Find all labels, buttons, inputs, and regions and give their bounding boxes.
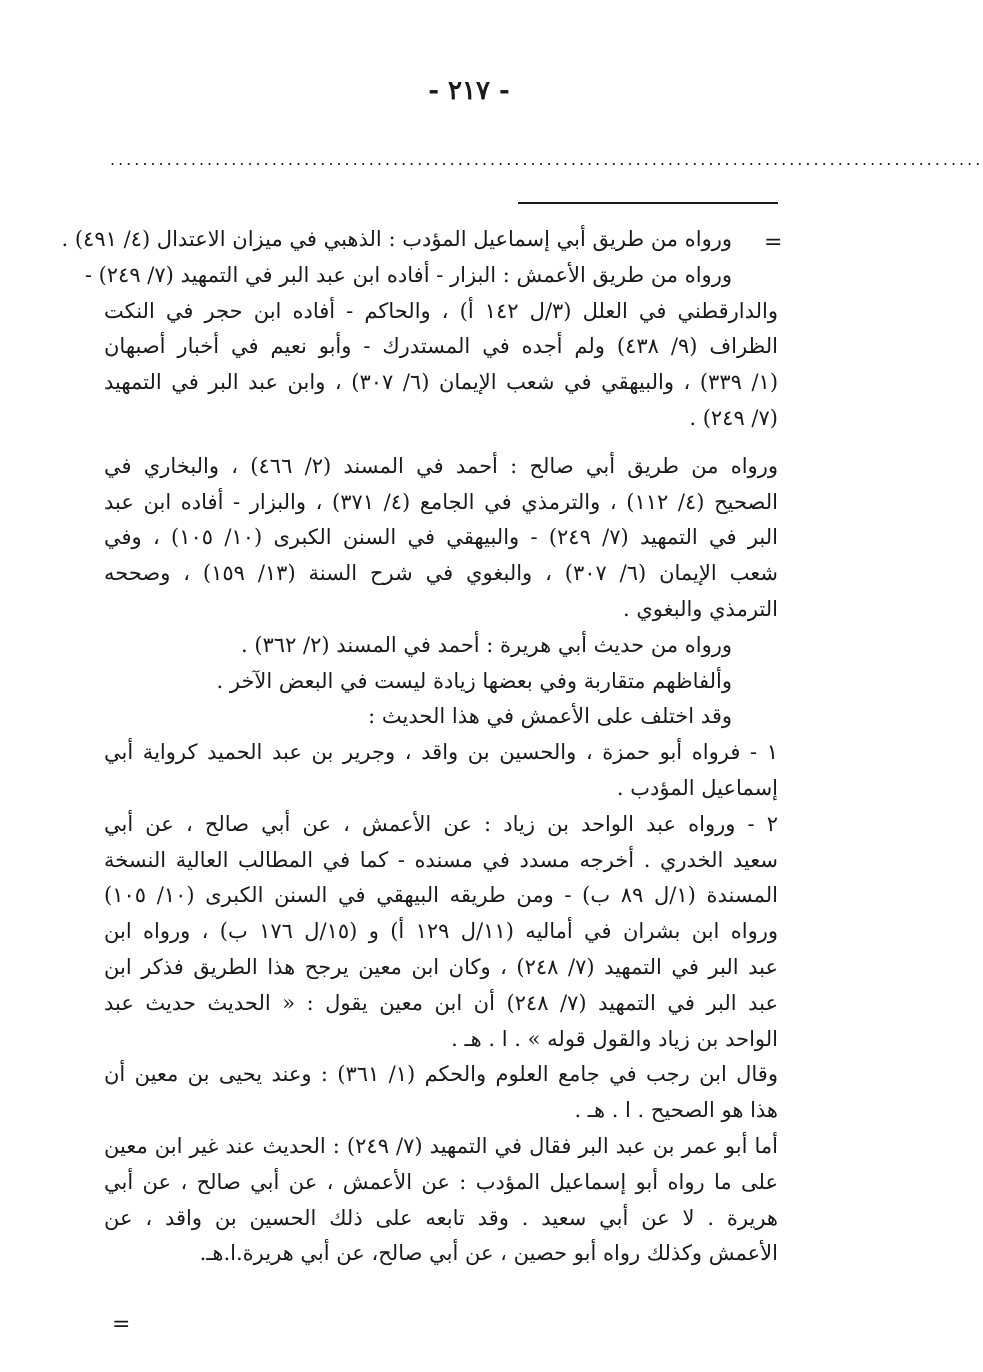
page-number: - ٢١٧ - bbox=[428, 76, 510, 106]
dotted-separator: ............................................................................................................ bbox=[110, 150, 983, 169]
footnote-rule bbox=[518, 202, 778, 204]
text-line: على ما رواه أبو إسماعيل المؤدب : عن الأعمش ، عن أبي صالح ، عن أبي bbox=[104, 1169, 778, 1194]
paragraph-gap bbox=[104, 437, 778, 449]
text-line: عبد البر في التمهيد (٧/ ٢٤٨) أن ابن معين يقول : « الحديث حديث عبد bbox=[104, 990, 779, 1015]
text-line: هذا هو الصحيح . ا . هـ . bbox=[574, 1098, 778, 1123]
text-line: (٧/ ٢٤٩) . bbox=[689, 405, 778, 430]
text-line: وقد اختلف على الأعمش في هذا الحديث : bbox=[368, 704, 732, 729]
text-line: ورواه من طريق أبي صالح : أحمد في المسند (٢/ ٤٦٦) ، والبخاري في bbox=[104, 453, 778, 478]
text-line: ورواه من طريق أبي إسماعيل المؤدب : الذهبي في ميزان الاعتدال (٤/ ٤٩١) . bbox=[61, 227, 732, 251]
text-line: ورواه ابن بشران في أماليه (١١/ل ١٢٩ أ) و (١٥/ل ١٧٦ ب) ، ورواه ابن bbox=[104, 919, 778, 944]
text-line: هريرة . لا عن أبي سعيد . وقد تابعه على ذلك الحسين بن واقد ، عن bbox=[104, 1205, 778, 1230]
footnote-text bbox=[61, 222, 779, 1272]
text-line: الظراف (٩/ ٤٣٨) ولم أجده في المستدرك - وأبو نعيم في أخبار أصبهان bbox=[104, 334, 778, 359]
text-line: وألفاظهم متقاربة وفي بعضها زيادة ليست في البعض الآخر . bbox=[216, 668, 732, 693]
text-line: سعيد الخدري . أخرجه مسدد في مسنده - كما في المطالب العالية النسخة bbox=[104, 847, 778, 872]
continued-marker-top: = bbox=[764, 230, 783, 255]
text-line: والدارقطني في العلل (٣/ل ١٤٢ أ) ، والحاكم - أفاده ابن حجر في النكت bbox=[104, 298, 778, 323]
text-line: ورواه من حديث أبي هريرة : أحمد في المسند (٢/ ٣٦٢) . bbox=[240, 632, 732, 657]
text-line: ورواه من طريق الأعمش : البزار - أفاده ابن عبد البر في التمهيد (٧/ ٢٤٩) - bbox=[84, 262, 732, 287]
text-line: الأعمش وكذلك رواه أبو حصين ، عن أبي صالح، عن أبي هريرة.ا.هـ. bbox=[199, 1241, 778, 1266]
text-line: الترمذي والبغوي . bbox=[622, 596, 778, 621]
text-line: الواحد بن زياد والقول قوله » . ا . هـ . bbox=[451, 1026, 778, 1051]
text-line: البر في التمهيد (٧/ ٢٤٩) - والبيهقي في السنن الكبرى (١٠/ ١٠٥) ، وفي bbox=[104, 525, 778, 550]
text-line: وقال ابن رجب في جامع العلوم والحكم (١/ ٣٦١) : وعند يحيى بن معين أن bbox=[104, 1062, 778, 1087]
text-line: عبد البر في التمهيد (٧/ ٢٤٨) ، وكان ابن معين يرجح هذا الطريق فذكر ابن bbox=[104, 954, 778, 979]
continued-marker-bottom: = bbox=[112, 1312, 131, 1337]
text-line: المسندة (١/ل ٨٩ ب) - ومن طريقه البيهقي في السنن الكبرى (١٠/ ١٠٥) bbox=[104, 883, 778, 908]
text-line: الصحيح (٤/ ١١٢) ، والترمذي في الجامع (٤/ ٣٧١) ، والبزار - أفاده ابن عبد bbox=[104, 489, 778, 514]
text-line: إسماعيل المؤدب . bbox=[616, 775, 778, 800]
text-line: شعب الإيمان (٦/ ٣٠٧) ، والبغوي في شرح السنة (١٣/ ١٥٩) ، وصححه bbox=[104, 561, 778, 586]
text-line: (١/ ٣٣٩) ، والبيهقي في شعب الإيمان (٦/ ٣٠٧) ، وابن عبد البر في التمهيد bbox=[104, 370, 779, 395]
text-line: ٢ - ورواه عبد الواحد بن زياد : عن الأعمش ، عن أبي صالح ، عن أبي bbox=[104, 811, 778, 836]
text-line: أما أبو عمر بن عبد البر فقال في التمهيد (٧/ ٢٤٩) : الحديث عند غير ابن معين bbox=[104, 1133, 778, 1158]
text-line: ١ - فرواه أبو حمزة ، والحسين بن واقد ، وجرير بن عبد الحميد كرواية أبي bbox=[104, 740, 778, 765]
